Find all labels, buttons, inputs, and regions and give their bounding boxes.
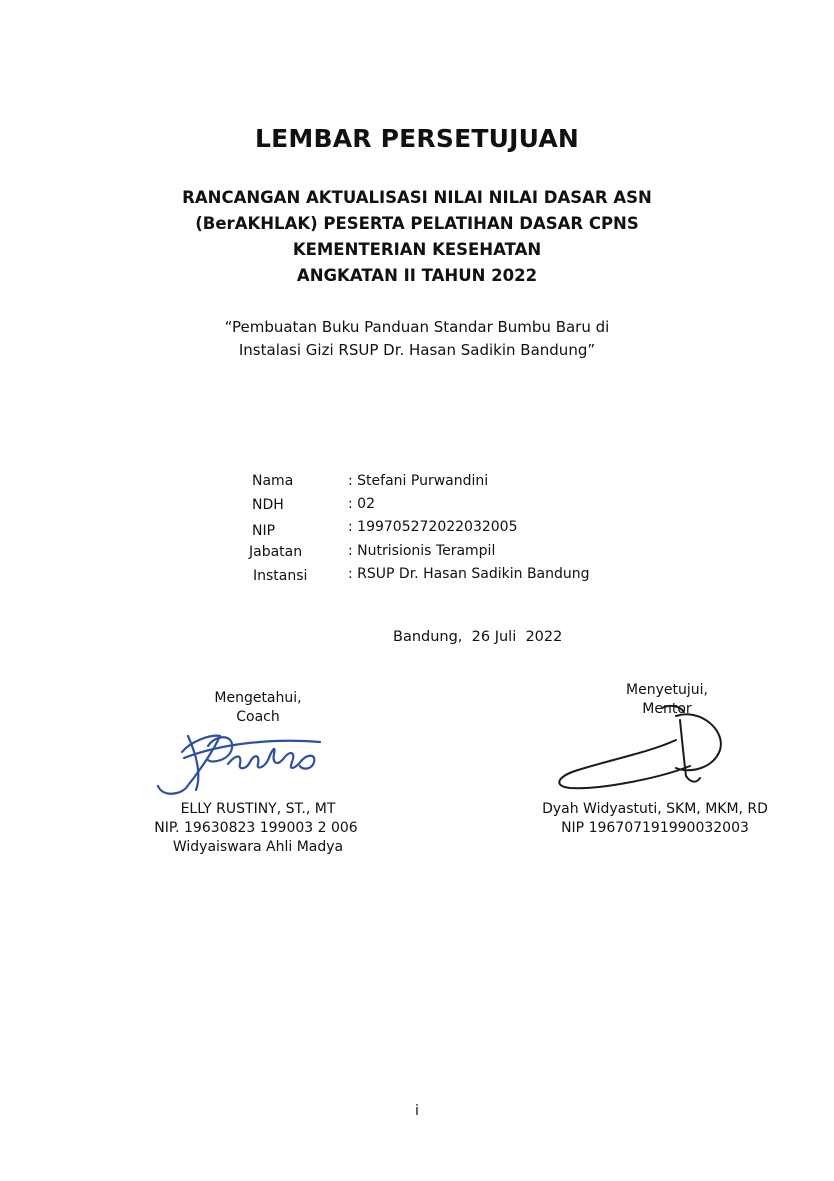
coach-name: ELLY RUSTINY, ST., MT: [180, 801, 336, 817]
field-label-instansi: Instansi: [253, 568, 308, 584]
field-label-nama: Nama: [252, 473, 294, 489]
place-date: Bandung, 26 Juli 2022: [393, 629, 563, 645]
coach-signature: [150, 724, 330, 804]
page-number: i: [415, 1103, 419, 1119]
coach-position: Widyaiswara Ahli Madya: [172, 839, 344, 855]
field-label-nip: NIP: [252, 523, 276, 539]
page-title: LEMBAR PERSETUJUAN: [254, 124, 580, 153]
activity-title: [0, 316, 834, 362]
activity-title-line-1: “Pembuatan Buku Panduan Standar Bumbu Baru di: [224, 318, 610, 336]
field-label-jabatan: Jabatan: [249, 544, 303, 560]
field-value-ndh: : 02: [348, 496, 375, 512]
mentor-name: Dyah Widyastuti, SKM, MKM, RD: [542, 801, 768, 817]
coach-caption-acknowledged: Mengetahui,: [214, 690, 302, 706]
coach-caption-role: Coach: [236, 709, 280, 725]
field-label-ndh: NDH: [252, 497, 284, 513]
mentor-caption-approved: Menyetujui,: [626, 682, 708, 698]
field-value-nama: : Stefani Purwandini: [348, 473, 489, 489]
subtitle-line-3: KEMENTERIAN KESEHATAN: [292, 240, 542, 259]
field-value-instansi: : RSUP Dr. Hasan Sadikin Bandung: [348, 566, 590, 582]
activity-title-line-2: Instalasi Gizi RSUP Dr. Hasan Sadikin Bandung”: [238, 341, 596, 359]
mentor-caption-role: Mentor: [642, 701, 692, 717]
subtitle-line-4: ANGKATAN II TAHUN 2022: [296, 266, 538, 285]
mentor-signature: [550, 700, 740, 790]
coach-nip: NIP. 19630823 199003 2 006: [154, 820, 358, 836]
mentor-nip: NIP 196707191990032003: [561, 820, 749, 836]
subtitle-line-1: RANCANGAN AKTUALISASI NILAI NILAI DASAR ASN: [182, 188, 652, 207]
field-value-nip: : 199705272022032005: [348, 519, 518, 535]
field-value-jabatan: : Nutrisionis Terampil: [348, 543, 496, 559]
subtitle-line-2: (BerAKHLAK) PESERTA PELATIHAN DASAR CPNS: [195, 214, 639, 233]
